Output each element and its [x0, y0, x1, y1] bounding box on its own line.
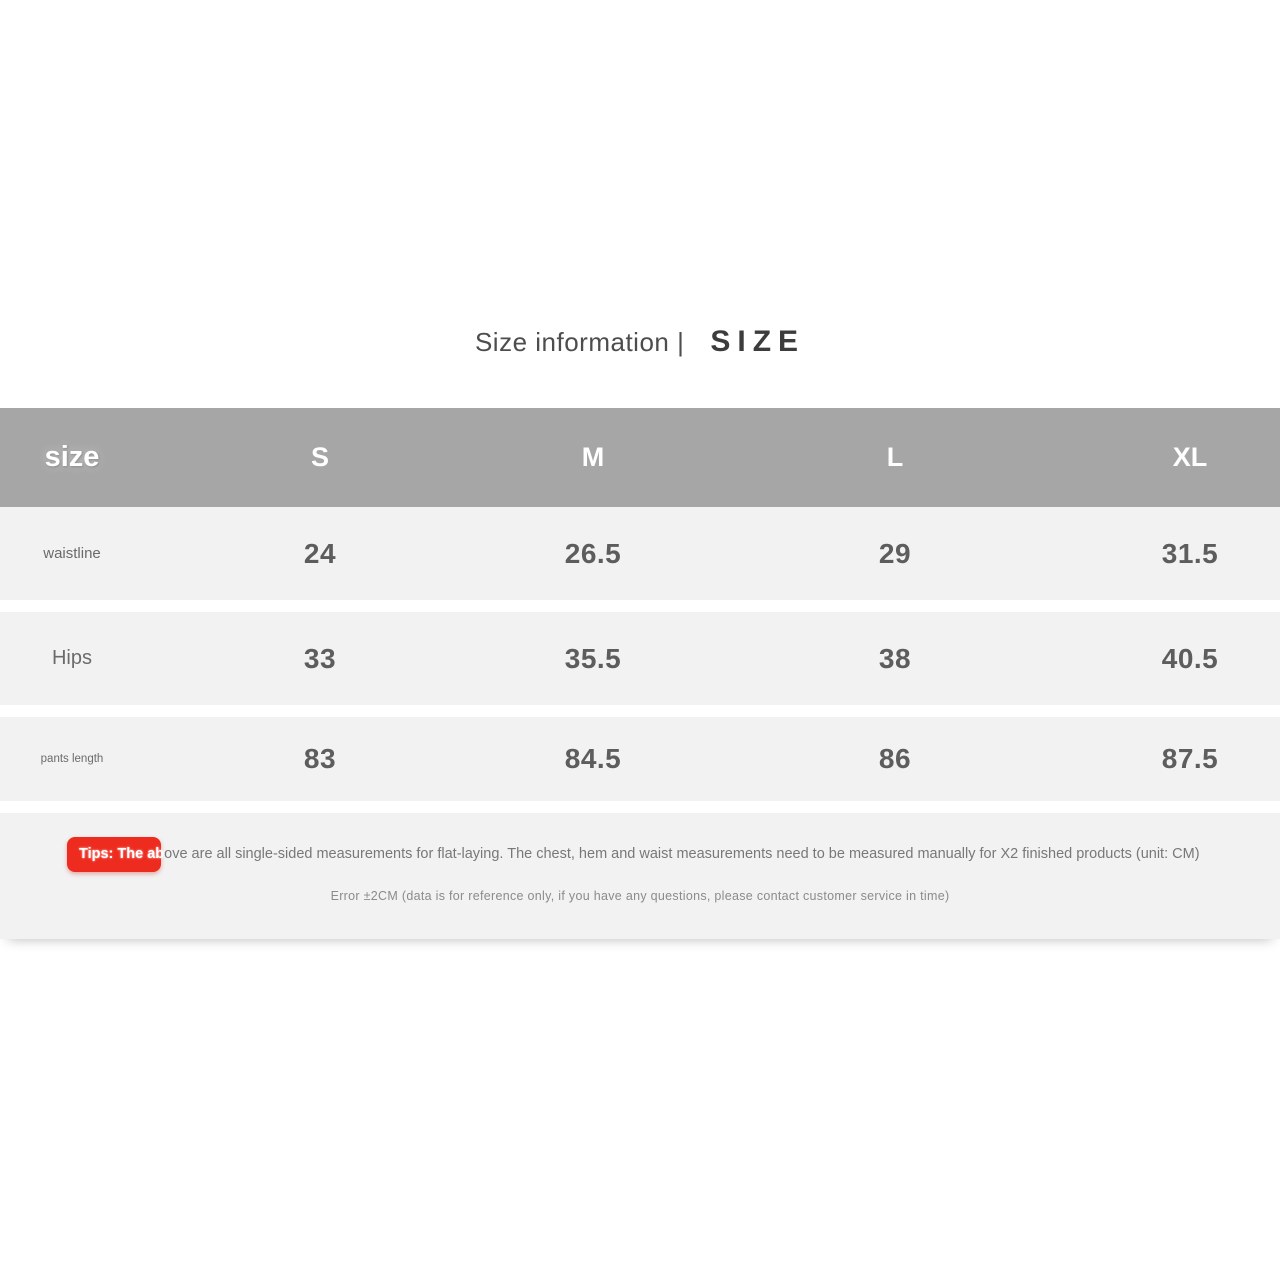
row-label-pants-length: pants length: [40, 753, 104, 765]
waistline-value-l: 29: [878, 537, 912, 569]
size-table-header-row: [0, 408, 1280, 507]
waistline-value-xl: 31.5: [1161, 537, 1219, 569]
header-col-s: S: [310, 442, 329, 472]
waistline-value-s: 24: [303, 537, 337, 569]
error-tolerance-note: Error ±2CM (data is for reference only, if you have any questions, please contact customer service in time): [330, 889, 950, 903]
header-col-xl: XL: [1172, 442, 1208, 472]
tips-text-line: [79, 846, 1200, 862]
hips-value-xl: 40.5: [1161, 642, 1219, 674]
tips-section: [0, 813, 1280, 939]
pants-length-value-s: 83: [303, 743, 337, 774]
header-col-l: L: [886, 442, 904, 472]
hips-value-m: 35.5: [564, 642, 622, 674]
tips-text: ove are all single-sided measurements for flat-laying. The chest, hem and waist measurements need to be measured manually for X2 finished products (unit: CM): [164, 846, 1200, 862]
row-label-waistline: waistline: [43, 545, 101, 562]
table-row-pants-length: [0, 717, 1280, 801]
size-table: [0, 408, 1280, 939]
header-col-m: M: [581, 442, 605, 472]
section-title: [0, 325, 1280, 359]
pants-length-value-m: 84.5: [564, 743, 622, 774]
table-row-waistline: [0, 507, 1280, 600]
tips-badge-label: Tips: The ab: [79, 846, 165, 862]
header-size-label: size: [44, 441, 100, 473]
title-text: Size information |: [474, 326, 685, 357]
table-row-hips: [0, 612, 1280, 705]
pants-length-value-l: 86: [878, 743, 912, 774]
pants-length-value-xl: 87.5: [1161, 743, 1219, 774]
row-label-hips: Hips: [51, 647, 92, 669]
title-size-word: SIZE: [710, 325, 806, 358]
waistline-value-m: 26.5: [564, 537, 622, 569]
hips-value-l: 38: [878, 642, 912, 674]
hips-value-s: 33: [303, 642, 337, 674]
